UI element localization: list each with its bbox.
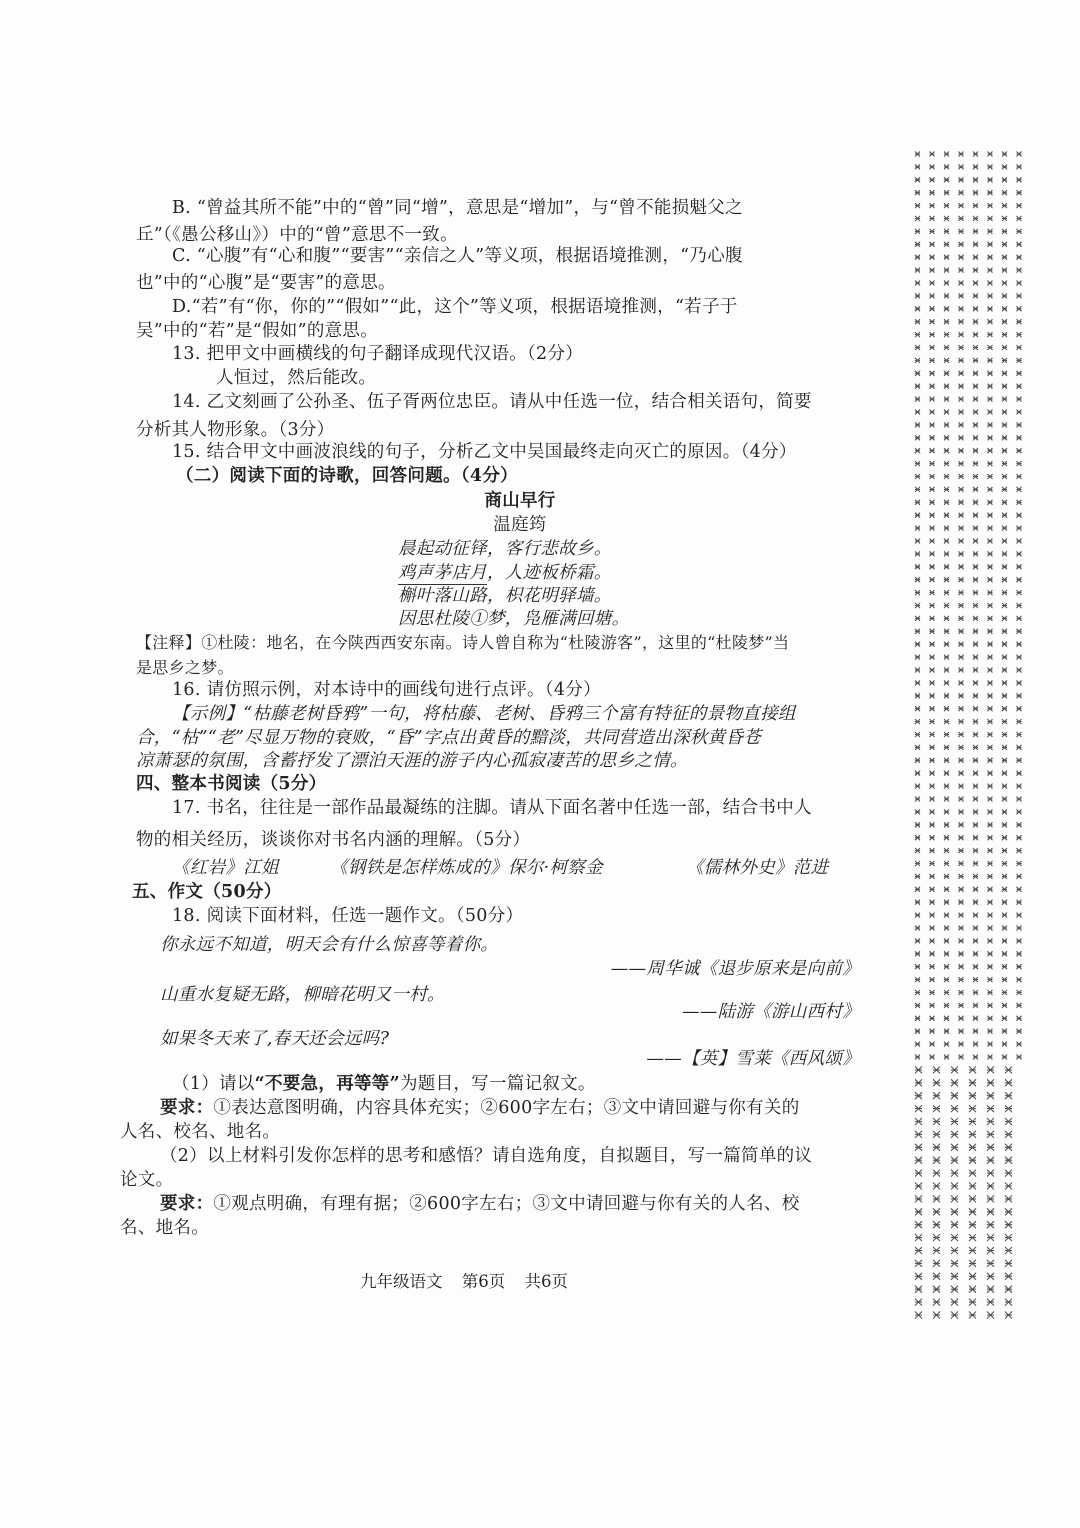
option-c-line2: 也”中的“心腹”是“要害”的意思。 — [136, 273, 396, 293]
footer-subject: 九年级语文 — [360, 1272, 443, 1291]
question-17-line2: 物的相关经历，谈谈你对书名内涵的理解。（5分） — [136, 830, 531, 850]
topic-1-suffix: 为题目，写一篇记叙文。 — [399, 1074, 596, 1094]
material-3-source: ——【英】雪莱《西风颂》 — [646, 1049, 860, 1069]
topic-1-title: “不要急，再等等” — [254, 1074, 400, 1094]
requirement-2-text: ①观点明确，有理有据；②600字左右；③文中请回避与你有关的人名、校 — [213, 1194, 800, 1214]
question-14-line2: 分析其人物形象。（3分） — [136, 420, 335, 440]
section-4-heading: 四、整本书阅读（5分） — [136, 774, 327, 794]
topic-2-line1: （2）以上材料引发你怎样的思考和感悟？请自选角度，自拟题目，写一篇简单的议 — [160, 1146, 813, 1166]
poem-note-line2: 是思乡之梦。 — [136, 658, 234, 677]
example-line2: 合，“枯”“老”尽显万物的衰败，“昏”字点出黄昏的黯淡，共同营造出深秋黄昏苍 — [136, 728, 762, 748]
poem-underlined-phrase: 鸡声茅店月 — [398, 563, 487, 583]
topic-1-prefix: （1）请以 — [172, 1074, 255, 1094]
topic-1 — [172, 1072, 596, 1096]
requirement-1-line2: 人名、校名、地名。 — [120, 1122, 281, 1142]
requirement-2-line2: 名、地名。 — [120, 1218, 209, 1238]
question-17-line1: 17. 书名，往往是一部作品最凝练的注脚。请从下面名著中任选一部，结合书中人 — [172, 798, 812, 818]
book-option-3: 《儒林外史》范进 — [686, 858, 829, 878]
option-b-line2: 丘”（《愚公移山》）中的“曾”意思不一致。 — [136, 225, 458, 245]
example-line1: 【示例】“枯藤老树昏鸦”一句，将枯藤、老树、昏鸦三个富有特征的景物直接组 — [172, 704, 796, 724]
question-13: 13. 把甲文中画横线的句子翻译成现代汉语。（2分） — [172, 344, 584, 364]
binding-margin-pattern — [912, 148, 1038, 1326]
poem-line-4: 因思杜陵①梦，凫雁满回塘。 — [398, 609, 630, 629]
footer-page: 第6页 — [461, 1272, 506, 1291]
option-d-line2: 吴”中的“若”是“假如”的意思。 — [136, 321, 379, 341]
poem-note-line1: 【注释】①杜陵：地名，在今陕西西安东南。诗人曾自称为“杜陵游客”，这里的“杜陵梦”当 — [136, 633, 790, 652]
page-footer — [360, 1268, 582, 1292]
poem-line-1: 晨起动征铎，客行悲故乡。 — [398, 539, 612, 559]
question-14-line1: 14. 乙文刻画了公孙圣、伍子胥两位忠臣。请从中任选一位，结合相关语句，简要 — [172, 392, 812, 412]
material-1-source: ——周华诚《退步原来是向前》 — [610, 959, 860, 979]
requirement-1-text: ①表达意图明确，内容具体充实；②600字左右；③文中请回避与你有关的 — [213, 1098, 800, 1118]
requirement-1-line1 — [160, 1096, 800, 1120]
requirement-2-label: 要求： — [160, 1194, 214, 1214]
requirement-1-label: 要求： — [160, 1098, 214, 1118]
book-option-2: 《钢铁是怎样炼成的》保尔·柯察金 — [330, 858, 603, 878]
poem-title: 商山早行 — [484, 491, 556, 511]
book-option-1: 《红岩》江姐 — [172, 858, 279, 878]
footer-total: 共6页 — [524, 1272, 568, 1291]
question-15: 15. 结合甲文中画波浪线的句子，分析乙文中吴国最终走向灭亡的原因。（4分） — [172, 442, 797, 462]
question-18: 18. 阅读下面材料，任选一题作文。（50分） — [172, 906, 524, 926]
section-5-heading: 五、作文（50分） — [132, 882, 282, 902]
question-13-sentence: 人恒过，然后能改。 — [216, 368, 377, 388]
question-16: 16. 请仿照示例，对本诗中的画线句进行点评。（4分） — [172, 680, 601, 700]
material-3: 如果冬天来了,春天还会远吗? — [160, 1029, 390, 1049]
poem-section-heading: （二）阅读下面的诗歌，回答问题。（4分） — [176, 466, 518, 486]
poem-line-2 — [398, 561, 612, 585]
poem-line-2-rest: ，人迹板桥霜。 — [487, 563, 612, 583]
poem-author: 温庭筠 — [493, 515, 547, 535]
material-1: 你永远不知道，明天会有什么惊喜等着你。 — [160, 935, 499, 955]
topic-2-line2: 论文。 — [120, 1170, 174, 1190]
option-b-line1: B. “曾益其所不能”中的“曾”同“增”，意思是“增加”，与“曾不能损魁父之 — [172, 198, 743, 218]
material-2: 山重水复疑无路，柳暗花明又一村。 — [160, 985, 445, 1005]
material-2-source: ——陆游《游山西村》 — [682, 1002, 860, 1022]
option-d-line1: D.“若”有“你，你的”“假如”“此，这个”等义项，根据语境推测，“若子于 — [172, 297, 738, 317]
option-c-line1: C. “心腹”有“心和腹”“要害”“亲信之人”等义项，根据语境推测，“乃心腹 — [172, 246, 743, 266]
requirement-2-line1 — [160, 1192, 800, 1216]
example-line3: 凉萧瑟的氛围，含蓄抒发了漂泊天涯的游子内心孤寂凄苦的思乡之情。 — [136, 751, 688, 771]
poem-line-3: 槲叶落山路，枳花明驿墙。 — [398, 586, 612, 606]
